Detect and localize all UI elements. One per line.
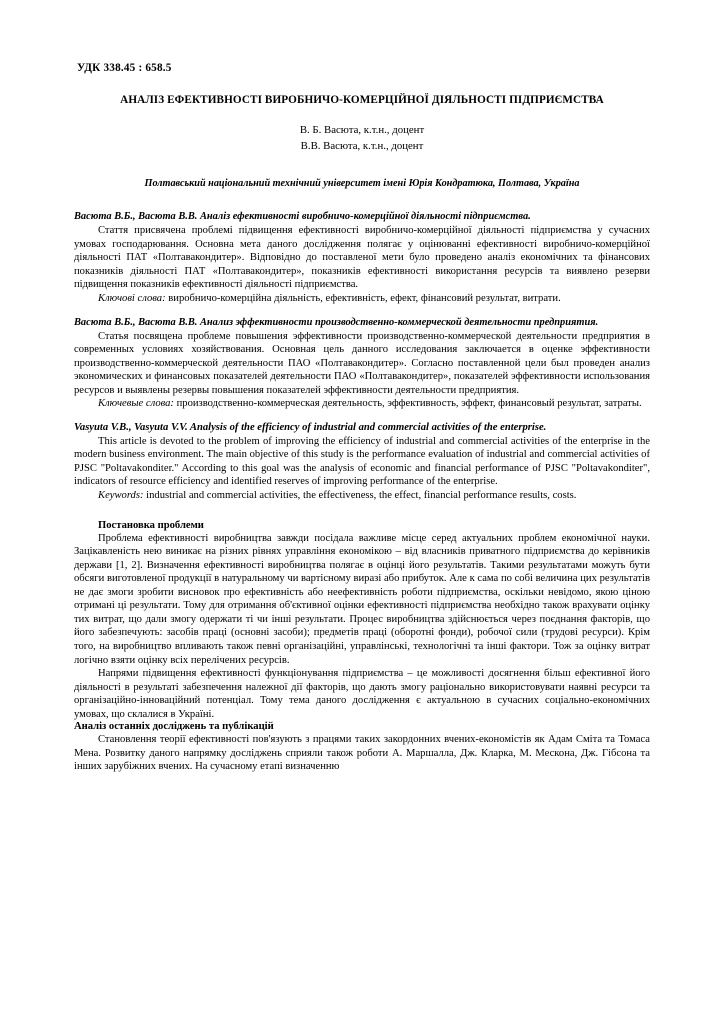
affiliation: Полтавський національний технічний університет імені Юрія Кондратюка, Полтава, Україна [144,178,580,190]
section-problem-statement [74,520,650,722]
keywords-text-en: industrial and commercial activities, the effectiveness, the effect, financial performance results, costs. [146,490,577,502]
abstract-uk [74,211,650,305]
abstract-en [74,422,650,503]
abstract-uk-body: Стаття присвячена проблемі підвищення ефективності виробничо-комерційної діяльності підприємства у сучасних умовах господарювання. Основна мета даного дослідження полягає у оцінюванні ефективності виробничо-комерційної діяльності ПАТ «Полтавакондитер». Відповідно до поставленої мети було проведено аналіз економічних та фінансових показників діяльності ПАТ «Полтавакондитер», показників ефективності використання ресурсів та виявлено резерви підвищення показників ефективності діяльності підприємства. [74,225,650,291]
abstract-en-keywords [74,489,650,503]
section-problem-paragraph-2: Напрями підвищення ефективності функціонування підприємства – це можливості досягнення більш ефективної його діяльності в результаті забезпечення належної дії факторів, що дають змогу раціонально використовувати наявні ресурси та організаційно-інноваційний потенціал. Тому тема даного дослідження є актуальною в сучасних соціально-економічних умовах, що склалися в Україні. [74,668,650,720]
abstract-ru-body: Статья посвящена проблеме повышения эффективности производственно-коммерческой деятельности предприятия в современных условиях хозяйствования. Основная цель данного исследования заключается в оценке эффективности производственно-коммерческой деятельности ПАО «Полтавакондитер». Согласно поставленной цели был проведен анализ экономических и финансовых показателей деятельности ПАО «Полтавакондитер», показателей эффективности использования ресурсов и выявлены резервы повышения показателей эффективности деятельности предприятия. [74,330,650,396]
section-heading-problem: Постановка проблеми [98,519,204,531]
section-literature-paragraph-1: Становлення теорії ефективності пов'язують з працями таких закордонних вчених-економістів як Адам Сміта та Томаса Мена. Розвитку даного напрямку досліджень сприяли також роботи А. Маршалла, Дж. Кларка, М. Мескона, Дж. Гібсона та інших зарубіжних вчених. На сучасному етапі визначенню [74,734,650,773]
udc-code: УДК 338.45 : 658.5 [77,62,172,74]
section-problem-paragraph-1: Проблема ефективності виробництва завжди посідала важливе місце серед актуальних проблем економічної науки. Зацікавленість нею виникає на різних рівнях управління економікою – від власників приватного підприємства до керівників держави [1, 2]. Визначення ефективності виробництва полягає в оцінці його результатів. Такими результатами можуть бути обсяги виготовленої продукції в натуральному чи вартісному виразі або прибуток. Але к сама по собі величина цих результатів не дає змоги зробити висновок про ефективність або неефективність роботи підприємства, оскільки невідомо, якою ціною отримані ці результати. Тому для отримання об'єктивної оцінки ефективності підприємства необхідно також врахувати оцінку тих витрат, що дали змогу одержати ті чи інші результати. Процес виробництва здійснюється через поєднання факторів, що його забезпечують: засобів праці (основні засоби); предметів праці (оборотні фонди), робочої сили (трудові ресурси). Крім того, на виробництво впливають також певні організаційні, управлінські, технологічні та інші фактори. Тож за оцінку витрат логічно взяти оцінку всіх перелічених ресурсів. [74,532,650,666]
keywords-label-en: Keywords: [98,490,144,502]
keywords-text-ru: производственно-коммерческая деятельность, эффективность, эффект, финансовый результат, затраты. [176,398,642,410]
abstract-en-body: This article is devoted to the problem of improving the efficiency of industrial and commercial activities of the enterprise in the modern business environment. The main objective of this study is the performance evaluation of industrial and commercial activities of PJSC "Poltavakonditer." According to this goal was the analysis of economic and financial performance of PJSC "Poltavakonditer", indicators of resource efficiency and identified reserves of improving performance of the enterprise. [74,435,650,488]
abstract-en-heading: Vasyuta V.B., Vasyuta V.V. Analysis of the efficiency of industrial and commercial activities of the enterprise. [74,421,547,433]
page-title: АНАЛІЗ ЕФЕКТИВНОСТІ ВИРОБНИЧО-КОМЕРЦІЙНОЇ ДІЯЛЬНОСТІ ПІДПРИЄМСТВА [120,94,604,106]
abstract-uk-heading: Васюта В.Б., Васюта В.В. Аналіз ефективності виробничо-комерційної діяльності підприємства. [74,211,531,223]
abstract-ru [74,317,650,411]
abstract-ru-keywords [74,397,650,411]
keywords-label-ru: Ключевые слова: [98,398,174,410]
author-list [74,123,650,154]
author-2: В.В. Васюта, к.т.н., доцент [300,139,424,152]
abstract-uk-keywords [74,292,650,306]
keywords-label-uk: Ключові слова: [98,293,166,305]
section-literature-review [74,721,650,774]
abstract-ru-heading: Васюта В.Б., Васюта В.В. Анализ эффективности производственно-коммерческой деятельности предприятия. [74,316,599,328]
author-1: В. Б. Васюта, к.т.н., доцент [299,124,425,136]
keywords-text-uk: виробничо-комерційна діяльність, ефективність, ефект, фінансовий результат, витрати. [168,293,561,305]
section-heading-literature: Аналіз останніх досліджень та публікацій [74,721,274,733]
